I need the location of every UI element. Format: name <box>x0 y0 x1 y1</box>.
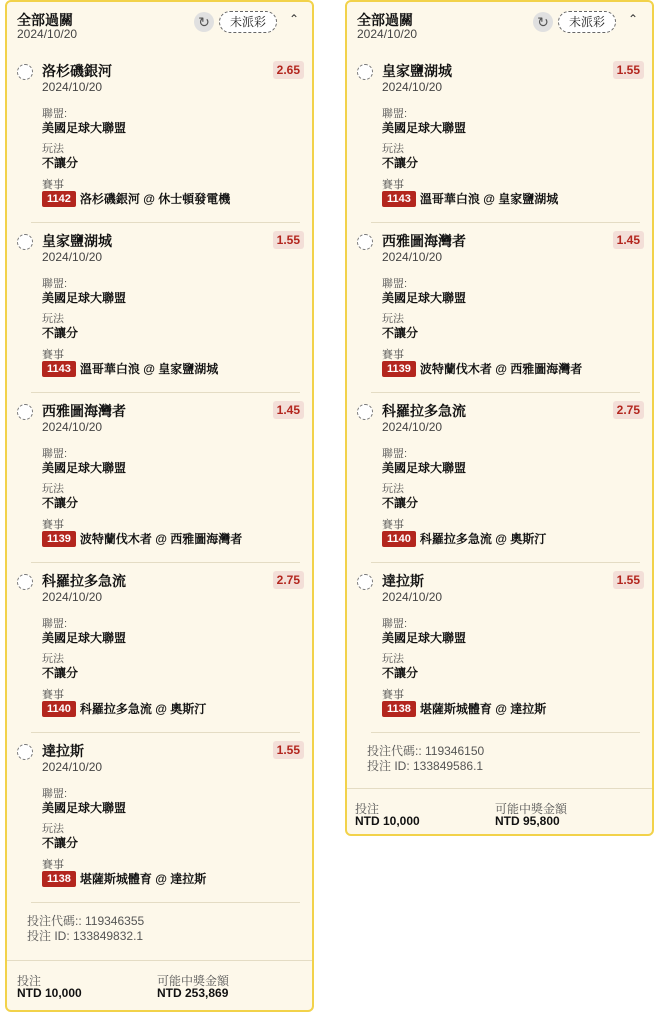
league-value: 美國足球大聯盟 <box>42 461 127 475</box>
bet-type-label: 玩法 <box>382 313 404 325</box>
leg-odds-badge: 1.55 <box>273 741 304 759</box>
event-label: 賽事 <box>382 349 404 361</box>
leg-selection: 洛杉磯銀河 <box>42 63 112 79</box>
event-label: 賽事 <box>382 179 404 191</box>
bet-type-label: 玩法 <box>382 653 404 665</box>
leg-selection: 皇家鹽湖城 <box>382 63 452 79</box>
stake-amount: NTD 10,000 <box>17 986 82 1000</box>
event-label: 賽事 <box>42 349 64 361</box>
leg-odds-badge: 1.55 <box>613 61 644 79</box>
bet-type-value: 不讓分 <box>42 666 79 680</box>
bet-type-label: 玩法 <box>382 143 404 155</box>
bet-code: 投注代碼:: 119346355 <box>27 914 145 928</box>
refresh-icon[interactable]: ↻ <box>533 12 553 32</box>
leg-date: 2024/10/20 <box>42 760 103 774</box>
bet-type-value: 不讓分 <box>42 156 79 170</box>
leg-date: 2024/10/20 <box>42 80 103 94</box>
event-name: 溫哥華白浪 @ 皇家鹽湖城 <box>79 362 219 376</box>
event-id-badge: 1143 <box>382 191 416 207</box>
stake-label: 投注 <box>17 974 42 988</box>
leg-radio-icon[interactable] <box>357 574 373 590</box>
bet-leg <box>347 52 652 222</box>
leg-selection: 皇家鹽湖城 <box>42 233 112 249</box>
event-row <box>42 870 206 887</box>
bet-leg <box>7 562 312 732</box>
league-value: 美國足球大聯盟 <box>382 631 467 645</box>
leg-radio-icon[interactable] <box>17 64 33 80</box>
event-id-badge: 1140 <box>382 531 416 547</box>
event-id-badge: 1138 <box>42 871 76 887</box>
leg-odds-badge: 2.75 <box>273 571 304 589</box>
league-label: 聯盟: <box>42 448 68 460</box>
settlement-status-badge: 未派彩 <box>558 11 616 33</box>
leg-date: 2024/10/20 <box>42 590 103 604</box>
league-label: 聯盟: <box>42 278 68 290</box>
potential-win-amount: NTD 95,800 <box>495 814 560 828</box>
bet-leg <box>7 392 312 562</box>
potential-win-label: 可能中獎金額 <box>495 802 568 816</box>
bet-type-label: 玩法 <box>42 313 64 325</box>
leg-date: 2024/10/20 <box>382 80 443 94</box>
league-value: 美國足球大聯盟 <box>382 121 467 135</box>
event-id-badge: 1139 <box>42 531 76 547</box>
leg-date: 2024/10/20 <box>42 420 103 434</box>
league-label: 聯盟: <box>42 108 68 120</box>
leg-odds-badge: 1.45 <box>273 401 304 419</box>
potential-win-label: 可能中獎金額 <box>157 974 230 988</box>
bet-id: 投注 ID: 133849586.1 <box>367 759 484 773</box>
settlement-status-badge: 未派彩 <box>219 11 277 33</box>
event-label: 賽事 <box>42 689 64 701</box>
leg-odds-badge: 1.45 <box>613 231 644 249</box>
event-name: 科羅拉多急流 @ 奧斯汀 <box>79 702 207 716</box>
event-name: 波特蘭伐木者 @ 西雅圖海灣者 <box>419 362 583 376</box>
bet-leg <box>347 562 652 732</box>
bet-leg <box>347 392 652 562</box>
bet-type-value: 不讓分 <box>382 326 419 340</box>
event-label: 賽事 <box>382 519 404 531</box>
league-label: 聯盟: <box>382 448 408 460</box>
event-name: 科羅拉多急流 @ 奧斯汀 <box>419 532 547 546</box>
leg-radio-icon[interactable] <box>17 404 33 420</box>
leg-radio-icon[interactable] <box>357 404 373 420</box>
event-id-badge: 1142 <box>42 191 76 207</box>
event-row <box>42 530 242 547</box>
event-id-badge: 1143 <box>42 361 76 377</box>
event-name: 波特蘭伐木者 @ 西雅圖海灣者 <box>79 532 243 546</box>
slip-date: 2024/10/20 <box>17 27 78 41</box>
leg-radio-icon[interactable] <box>357 234 373 250</box>
slip-date: 2024/10/20 <box>357 27 418 41</box>
leg-radio-icon[interactable] <box>357 64 373 80</box>
event-label: 賽事 <box>42 859 64 871</box>
event-row <box>382 360 582 377</box>
bet-type-label: 玩法 <box>42 483 64 495</box>
bet-type-value: 不讓分 <box>42 496 79 510</box>
chevron-up-icon[interactable]: ⌃ <box>628 12 639 26</box>
leg-odds-badge: 2.65 <box>273 61 304 79</box>
slip-title: 全部過關 <box>17 12 73 28</box>
event-label: 賽事 <box>382 689 404 701</box>
leg-divider <box>371 732 640 733</box>
bet-codes <box>27 914 144 944</box>
bet-type-value: 不讓分 <box>382 156 419 170</box>
leg-date: 2024/10/20 <box>382 590 443 604</box>
event-label: 賽事 <box>42 519 64 531</box>
leg-date: 2024/10/20 <box>42 250 103 264</box>
leg-selection: 西雅圖海灣者 <box>42 403 126 419</box>
event-name: 洛杉磯銀河 @ 休士頓發電機 <box>79 192 231 206</box>
league-label: 聯盟: <box>382 278 408 290</box>
slip-title: 全部過關 <box>357 12 413 28</box>
leg-selection: 科羅拉多急流 <box>42 573 126 589</box>
bet-type-label: 玩法 <box>382 483 404 495</box>
league-value: 美國足球大聯盟 <box>42 121 127 135</box>
slip-header <box>347 2 652 44</box>
bet-type-value: 不讓分 <box>42 326 79 340</box>
potential-win-amount: NTD 253,869 <box>157 986 229 1000</box>
leg-selection: 西雅圖海灣者 <box>382 233 466 249</box>
leg-divider <box>31 902 300 903</box>
leg-odds-badge: 2.75 <box>613 401 644 419</box>
bet-leg <box>347 222 652 392</box>
event-id-badge: 1139 <box>382 361 416 377</box>
event-row <box>382 700 546 717</box>
event-row <box>42 700 206 717</box>
bet-type-label: 玩法 <box>42 143 64 155</box>
leg-date: 2024/10/20 <box>382 420 443 434</box>
leg-radio-icon[interactable] <box>17 574 33 590</box>
event-row <box>42 360 218 377</box>
stake-label: 投注 <box>355 802 380 816</box>
event-id-badge: 1140 <box>42 701 76 717</box>
league-label: 聯盟: <box>382 108 408 120</box>
league-value: 美國足球大聯盟 <box>382 461 467 475</box>
bet-type-value: 不讓分 <box>42 836 79 850</box>
event-id-badge: 1138 <box>382 701 416 717</box>
event-row <box>42 190 230 207</box>
bet-codes <box>367 744 484 774</box>
bet-type-label: 玩法 <box>42 823 64 835</box>
stake-amount: NTD 10,000 <box>355 814 420 828</box>
event-name: 堪薩斯城體育 @ 達拉斯 <box>79 872 207 886</box>
chevron-up-icon[interactable]: ⌃ <box>289 12 300 26</box>
slip-header <box>7 2 312 44</box>
leg-list <box>7 52 312 902</box>
leg-date: 2024/10/20 <box>382 250 443 264</box>
leg-selection: 科羅拉多急流 <box>382 403 466 419</box>
bet-code: 投注代碼:: 119346150 <box>367 744 485 758</box>
leg-radio-icon[interactable] <box>17 234 33 250</box>
footer-divider <box>7 960 312 961</box>
leg-list <box>347 52 652 732</box>
leg-odds-badge: 1.55 <box>613 571 644 589</box>
league-value: 美國足球大聯盟 <box>42 801 127 815</box>
bet-type-label: 玩法 <box>42 653 64 665</box>
footer-divider <box>347 788 652 789</box>
bet-leg <box>7 732 312 902</box>
event-name: 溫哥華白浪 @ 皇家鹽湖城 <box>419 192 559 206</box>
league-label: 聯盟: <box>42 618 68 630</box>
bet-leg <box>7 52 312 222</box>
refresh-icon[interactable]: ↻ <box>194 12 214 32</box>
event-row <box>382 530 546 547</box>
league-label: 聯盟: <box>382 618 408 630</box>
event-name: 堪薩斯城體育 @ 達拉斯 <box>419 702 547 716</box>
bet-type-value: 不讓分 <box>382 666 419 680</box>
league-value: 美國足球大聯盟 <box>42 291 127 305</box>
leg-selection: 達拉斯 <box>42 743 84 759</box>
event-label: 賽事 <box>42 179 64 191</box>
bet-slip-card <box>345 0 654 836</box>
bet-id: 投注 ID: 133849832.1 <box>27 929 144 943</box>
leg-selection: 達拉斯 <box>382 573 424 589</box>
leg-radio-icon[interactable] <box>17 744 33 760</box>
bet-leg <box>7 222 312 392</box>
event-row <box>382 190 558 207</box>
bet-slip-card <box>5 0 314 1012</box>
bet-type-value: 不讓分 <box>382 496 419 510</box>
league-value: 美國足球大聯盟 <box>42 631 127 645</box>
league-value: 美國足球大聯盟 <box>382 291 467 305</box>
leg-odds-badge: 1.55 <box>273 231 304 249</box>
league-label: 聯盟: <box>42 788 68 800</box>
